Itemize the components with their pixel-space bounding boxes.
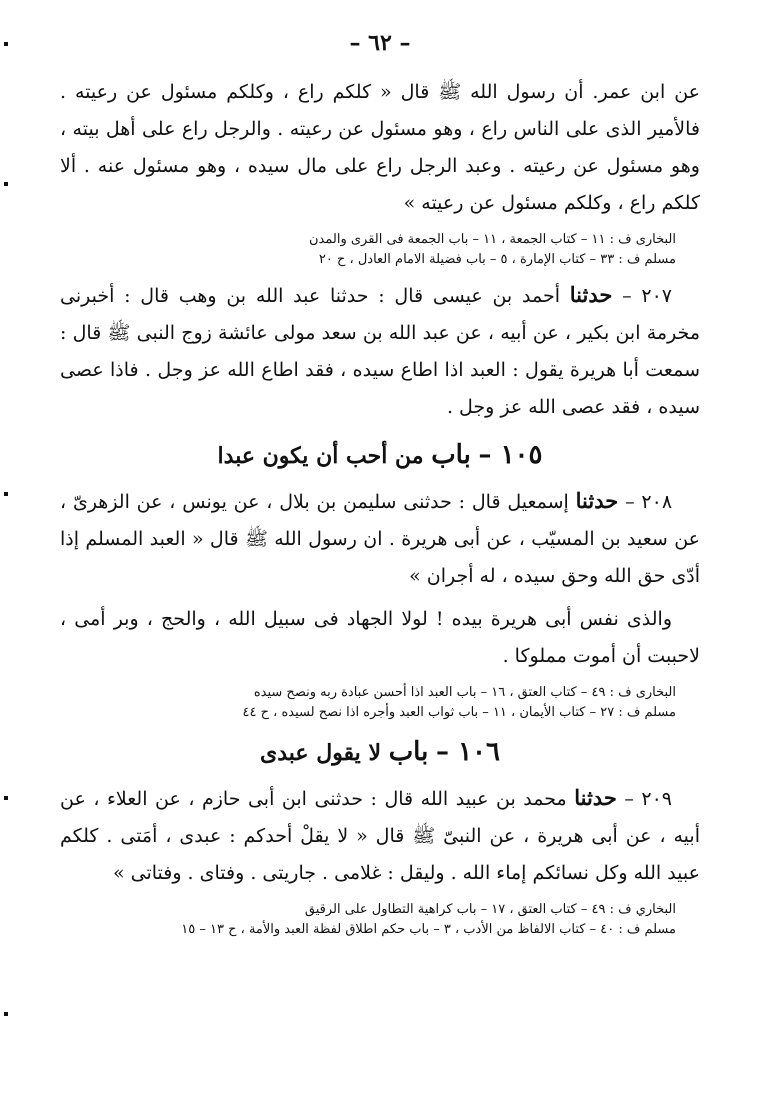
margin-mark-1 [4,42,8,46]
hadith-number: ٢٠٧ – [622,285,672,307]
hadith-206-text: عن ابن عمر. أن رسول الله ﷺ قال « كلكم راع ، وكلكم مسئول عن رعيته . فالأمير الذى على الناس راع ، وهو مسئول عن رعيته . والرجل راع على أهل بيته ، وهو مسئول عن رعيته . وعبد الرجل راع على مال سيده ، وهو مسئول عنه . ألا كلكم راع ، وكلكم مسئول عن رعيته » [60,81,700,214]
chapter-number: ١٠٥ – [478,440,543,470]
margin-mark-2 [4,182,8,186]
reference-bukhari: البخارى ف : ٤٩ – كتاب العتق ، ١٦ – باب العبد اذا أحسن عبادة ربه ونصح سيده [253,685,676,700]
reference-block-1 [100,230,676,270]
reference-block-3 [100,900,676,940]
hadith-number: ٢٠٨ – [625,491,673,513]
hadith-number: ٢٠٩ – [624,788,672,810]
hadith-208 [60,482,700,595]
bab-keyword: باب [388,737,429,767]
reference-muslim: مسلم ف : ٢٧ – كتاب الأيمان ، ١١ – باب ثواب العبد وأجره اذا نصح لسيده ، ح ٤٤ [242,705,676,720]
page-number: – ٦٢ – [349,30,411,56]
bab-keyword: باب [431,440,471,470]
hadith-text: إسمعيل قال : حدثنى سليمن بن بلال ، عن يونس ، عن الزهرىّ ، عن سعيد بن المسيّب ، عن أبى هريرة . ان رسول الله ﷺ قال « العبد المسلم إذا أدّى حق الله وحق سيده ، له أجران » [60,491,700,587]
chapter-title: لا يقول عبدى [260,740,382,766]
margin-mark-5 [4,1012,8,1016]
chapter-heading-105 [60,440,700,470]
reference-bukhari: البخارى ف : ١١ – كتاب الجمعة ، ١١ – باب الجمعة فى القرى والمدن [308,232,676,247]
margin-mark-3 [4,492,8,496]
hadith-208-continuation: والذى نفس أبى هريرة بيده ! لولا الجهاد فى سبيل الله ، والحج ، وبر أمى ، لاحببت أن أموت مملوكا . [60,608,700,667]
margin-mark-4 [4,796,8,800]
haddathana-keyword: حدثنا [569,282,613,307]
hadith-text: أحمد بن عيسى قال : حدثنا عبد الله بن وهب قال : أخبرنى مخرمة ابن بكير ، عن أبيه ، عن عبد الله بن سعد مولى عائشة زوج النبى ﷺ قال : سمعت أبا هريرة يقول : العبد اذا اطاع سيده ، فقد اطاع الله عز وجل . فاذا عصى سيده ، فقد عصى الله عز وجل . [60,285,700,418]
reference-muslim: مسلم ف : ٣٣ – كتاب الإمارة ، ٥ – باب فضيلة الامام العادل ، ح ٢٠ [318,252,676,267]
hadith-text: محمد بن عبيد الله قال : حدثنى ابن أبى حازم ، عن العلاء ، عن أبيه ، عن أبى هريرة ، عن النبىّ ﷺ قال « لا يقلْ أحدكم : عبدى ، أمَتى . كلكم عبيد الله وكل نسائكم إماء الله . وليقل : غلامى . جاريتى . وفتاى . وفتاتى » [60,788,700,884]
reference-muslim: مسلم ف : ٤٠ – كتاب الالفاظ من الأدب ، ٣ – باب حكم اطلاق لفظة العبد والأمة ، ح ١٣ – ١٥ [181,922,676,937]
reference-block-2 [100,683,676,723]
haddathana-keyword: حدثنا [574,785,617,810]
hadith-209 [60,779,700,892]
hadith-207 [60,276,700,426]
chapter-title: من أحب أن يكون عبدا [217,443,424,469]
document-page [60,30,700,1080]
reference-bukhari: البخاري ف : ٤٩ – كتاب العتق ، ١٧ – باب كراهية التطاول على الرقيق [304,902,676,917]
chapter-number: ١٠٦ – [436,737,500,767]
chapter-heading-106 [60,737,700,767]
haddathana-keyword: حدثنا [575,488,619,513]
